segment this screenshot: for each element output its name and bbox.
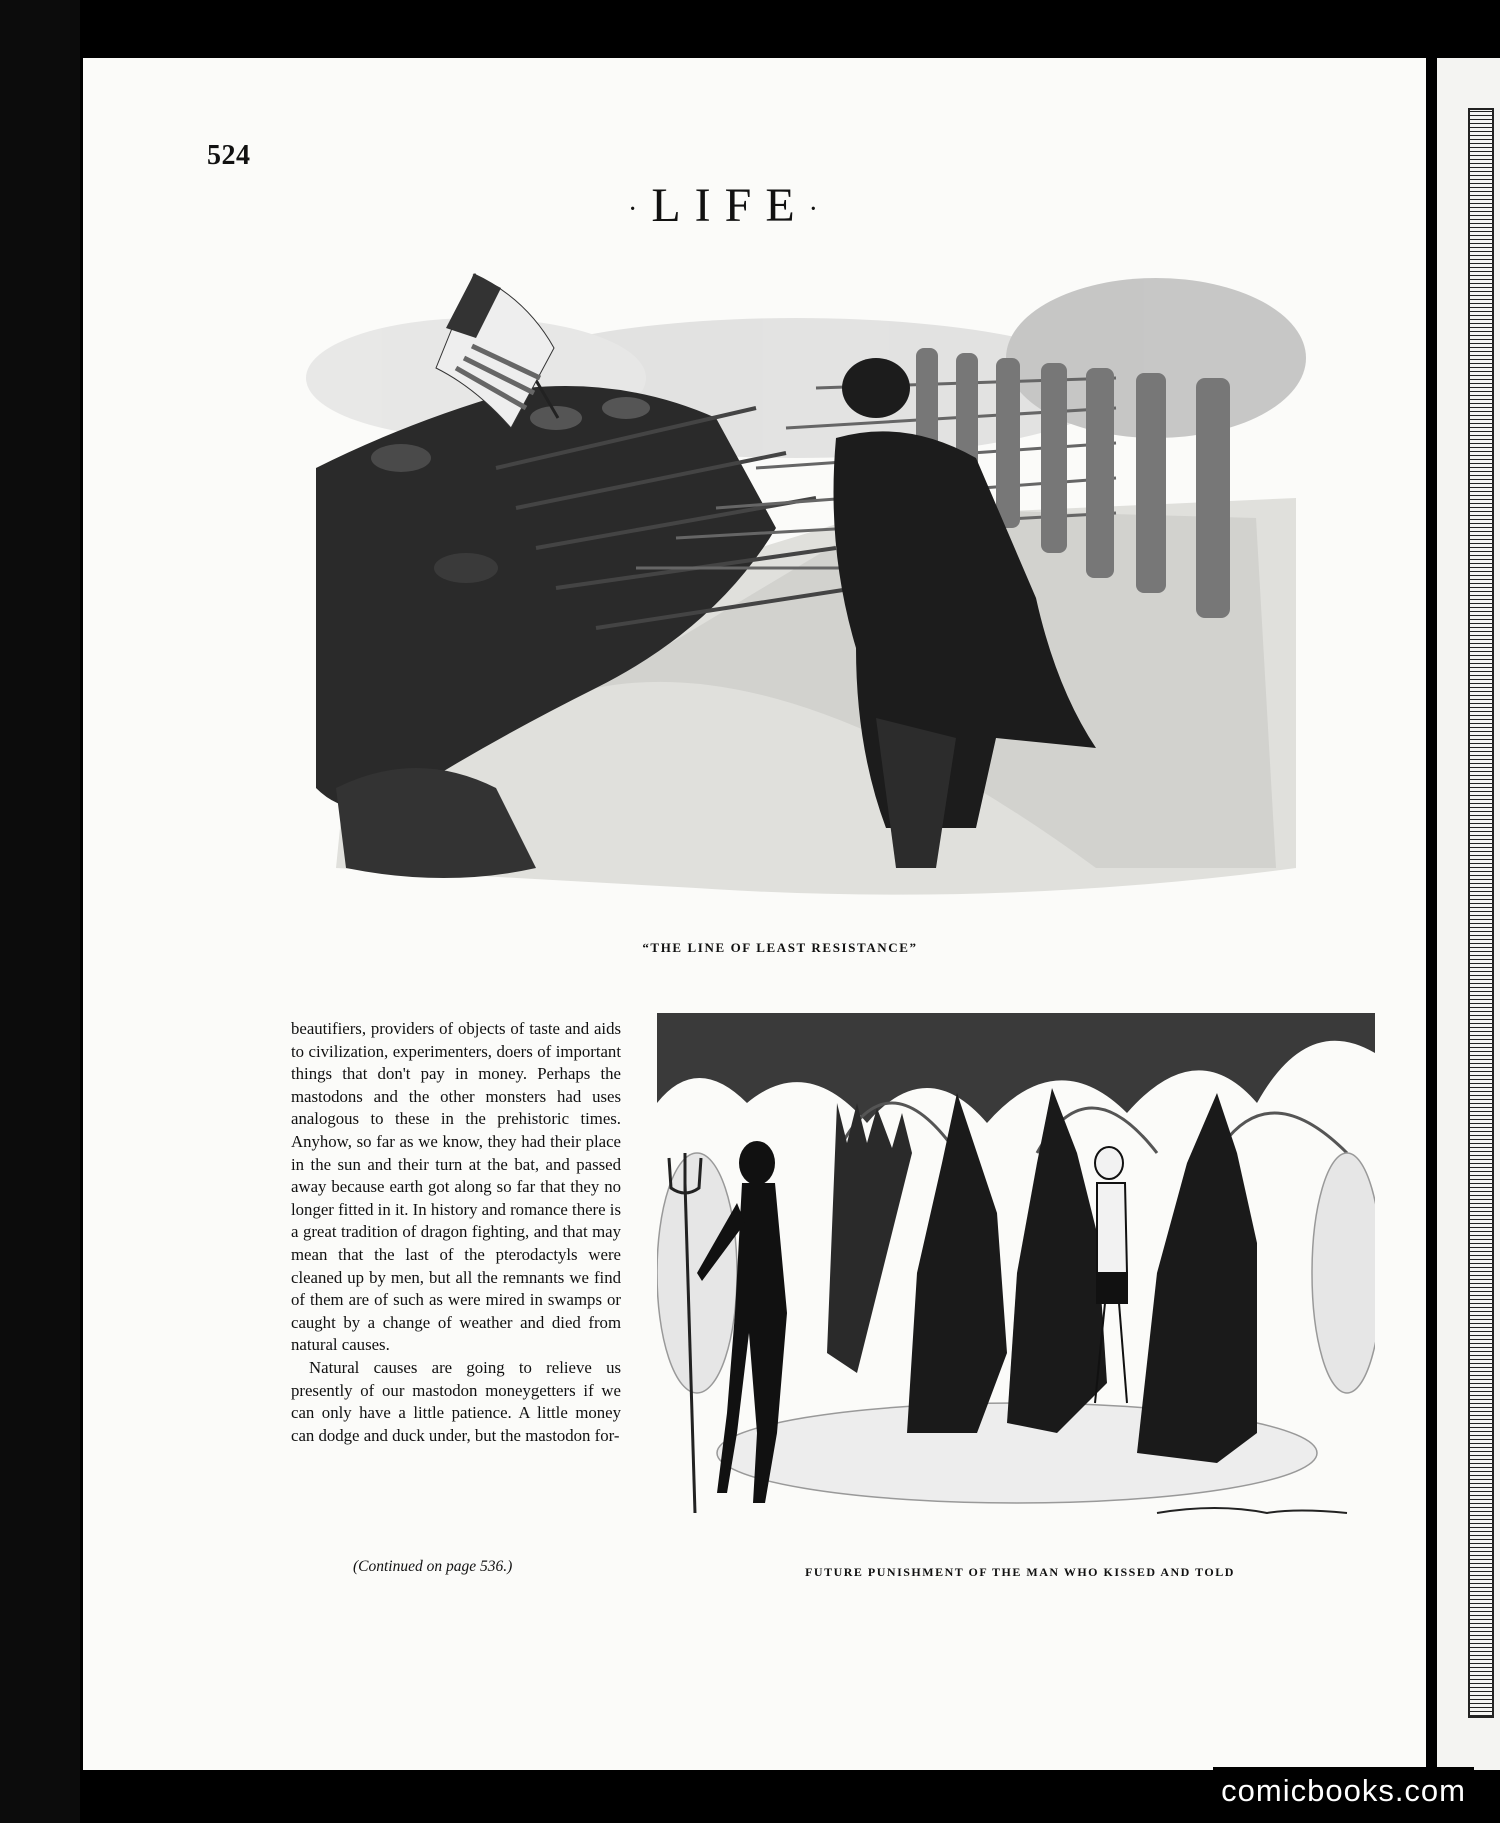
decorative-border: [1468, 108, 1494, 1718]
scan-edge: [0, 0, 80, 1823]
top-cartoon-illustration: [296, 268, 1314, 908]
masthead-dot-left: ·: [628, 193, 652, 225]
masthead-dot-right: ·: [808, 193, 832, 225]
article-paragraph-2: Natural causes are going to relieve us presently of our mastodon moneygetters if we can only have a little patience. A little money can dodge and duck under, but the mastodon for-: [291, 1357, 621, 1445]
bottom-cartoon-caption: FUTURE PUNISHMENT OF THE MAN WHO KISSED AND TOLD: [805, 1565, 1235, 1579]
masthead-title: LIFE: [651, 179, 809, 232]
masthead: [470, 178, 990, 233]
article-column: [291, 1018, 621, 1447]
page-number: 524: [207, 140, 251, 171]
top-cartoon-caption: “THE LINE OF LEAST RESISTANCE”: [642, 940, 918, 955]
article-paragraph-1: beautifiers, providers of objects of taste and aids to civilization, experimenters, doers of important things that don't pay in money. Perhaps the mastodons and the other monsters had uses analogous to these in the prehistoric times. Anyhow, so far as we know, they had their place in the sun and their turn at the bat, and passed away because earth got along so far that they no longer fitted in it. In history and romance there is a great tradition of dragon fighting, and that may mean that the last of the pterodactyls were cleaned up by men, but all the remnants we find of them are of such as were mired in swamps or caught by a change of weather and died from natural causes.: [291, 1019, 621, 1355]
bottom-cartoon-illustration: [657, 1013, 1375, 1540]
continued-note: (Continued on page 536.): [353, 1558, 513, 1575]
watermark: comicbooks.com: [1213, 1767, 1474, 1815]
